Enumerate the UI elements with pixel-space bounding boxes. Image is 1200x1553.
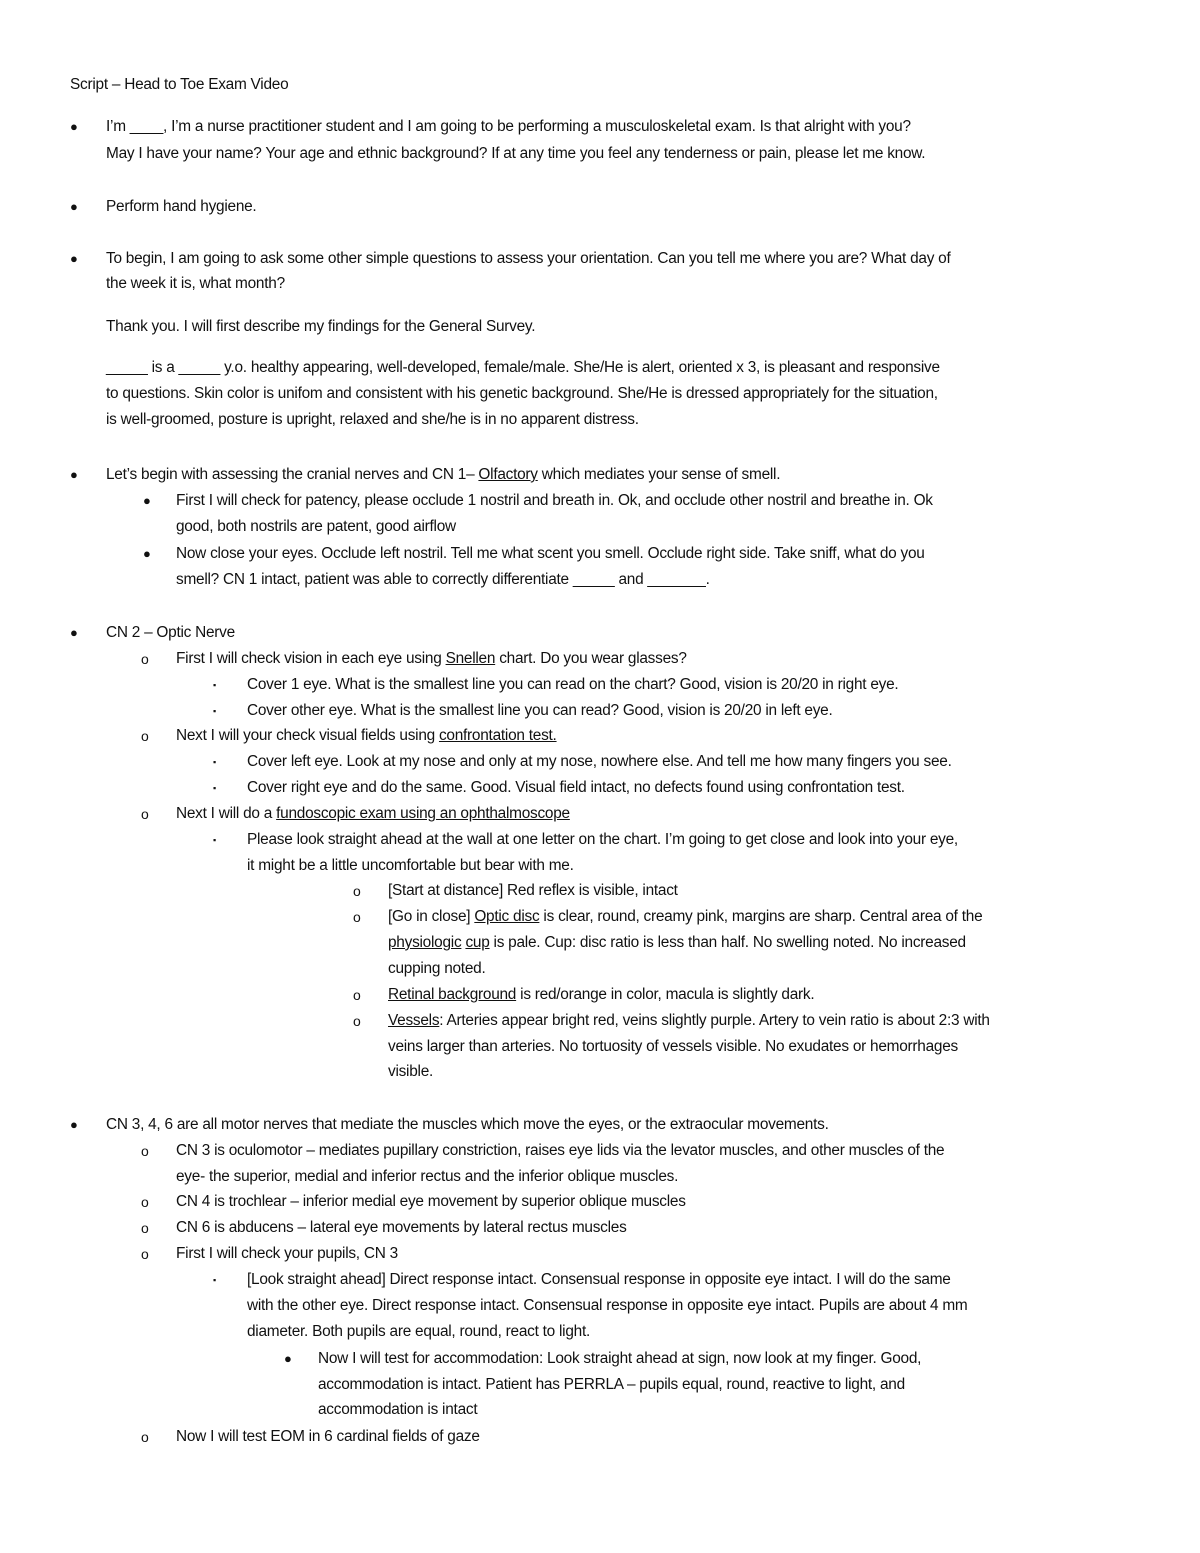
accommodation-1: Now I will test for accommodation: Look straight ahead at sign, now look at my finger. Good, [318, 1350, 922, 1367]
pupil-response-3: diameter. Both pupils are equal, round, react to light. [247, 1323, 591, 1340]
physiologic-term: physiologic [388, 934, 462, 951]
bullet-marker: ● [143, 546, 151, 561]
cn1-smell-line-2: smell? CN 1 intact, patient was able to correctly differentiate _____ and _______. [176, 571, 710, 588]
fundoscopic-term: fundoscopic exam using an ophthalmoscope [276, 805, 570, 822]
square-marker: ▪ [213, 757, 216, 767]
hand-hygiene-line: Perform hand hygiene. [106, 198, 257, 215]
circle-marker: o [141, 1143, 149, 1159]
bullet-marker: ● [70, 625, 78, 640]
fundoscopic-instruction-1: Please look straight ahead at the wall at one letter on the chart. I’m going to get close and look into your eye, [247, 831, 958, 848]
cn3-oculomotor-2: eye- the superior, medial and inferior rectus and the inferior oblique muscles. [176, 1168, 679, 1185]
cn2-vision-right: Cover 1 eye. What is the smallest line you can read on the chart? Good, vision is 20/20 in right eye. [247, 676, 899, 693]
cn2-visual-fields-line: Next I will your check visual fields using confrontation test. [176, 727, 557, 744]
finding-optic-disc-2: physiologic cup is pale. Cup: disc ratio is less than half. No swelling noted. No increased [388, 934, 966, 951]
finding-optic-disc-3: cupping noted. [388, 960, 486, 977]
vessels-term: Vessels [388, 1012, 440, 1029]
cn2-vision-left: Cover other eye. What is the smallest line you can read? Good, vision is 20/20 in left eye. [247, 702, 833, 719]
document-title: Script – Head to Toe Exam Video [70, 76, 289, 93]
general-survey-line-3: is well-groomed, posture is upright, relaxed and she/he is in no apparent distress. [106, 411, 639, 428]
circle-marker: o [141, 806, 149, 822]
finding-vessels-2: veins larger than arteries. No tortuosity of vessels visible. No exudates or hemorrhages [388, 1038, 958, 1055]
finding-vessels-3: visible. [388, 1063, 434, 1080]
circle-marker: o [141, 728, 149, 744]
olfactory-term: Olfactory [478, 466, 538, 483]
bullet-marker: ● [143, 493, 151, 508]
cn3-pupils-line: First I will check your pupils, CN 3 [176, 1245, 398, 1262]
general-survey-line-2: to questions. Skin color is unifom and consistent with his genetic background. She/He is dressed appropriately for the situation, [106, 385, 938, 402]
cn3-oculomotor-1: CN 3 is oculomotor – mediates pupillary constriction, raises eye lids via the levator muscles, and other muscles of the [176, 1142, 945, 1159]
general-survey-intro: Thank you. I will first describe my findings for the General Survey. [106, 318, 536, 335]
orientation-line-2: the week it is, what month? [106, 275, 285, 292]
circle-marker: o [141, 1246, 149, 1262]
cn1-patency-line-1: First I will check for patency, please occlude 1 nostril and breath in. Ok, and occlude other nostril and breathe in. Ok [176, 492, 933, 509]
pupil-response-1: [Look straight ahead] Direct response intact. Consensual response in opposite eye intact. I will do the same [247, 1271, 951, 1288]
accommodation-2: accommodation is intact. Patient has PERRLA – pupils equal, round, reactive to light, and [318, 1376, 905, 1393]
retinal-background-term: Retinal background [388, 986, 517, 1003]
finding-retinal-background: Retinal background is red/orange in color, macula is slightly dark. [388, 986, 815, 1003]
bullet-marker: ● [284, 1351, 292, 1366]
square-marker: ▪ [213, 706, 216, 716]
cn2-vision-line: First I will check vision in each eye using Snellen chart. Do you wear glasses? [176, 650, 687, 667]
intro-line-1: I’m ____, I’m a nurse practitioner student and I am going to be performing a musculoskeletal exam. Is that alright with you? [106, 118, 911, 135]
circle-marker: o [353, 883, 361, 899]
circle-marker: o [141, 1220, 149, 1236]
bullet-marker: ● [70, 199, 78, 214]
square-marker: ▪ [213, 680, 216, 690]
pupil-response-2: with the other eye. Direct response intact. Consensual response in opposite eye intact. Pupils are about 4 mm [247, 1297, 968, 1314]
cn346-heading: CN 3, 4, 6 are all motor nerves that mediate the muscles which move the eyes, or the extraocular movements. [106, 1116, 829, 1133]
general-survey-line-1: _____ is a _____ y.o. healthy appearing, well-developed, female/male. She/He is alert, oriented x 3, is pleasant and responsive [106, 359, 940, 376]
cn2-fields-left: Cover left eye. Look at my nose and only at my nose, nowhere else. And tell me how many fingers you see. [247, 753, 952, 770]
cn1-heading: Let’s begin with assessing the cranial nerves and CN 1– Olfactory which mediates your sense of smell. [106, 466, 781, 483]
fundoscopic-instruction-2: it might be a little uncomfortable but bear with me. [247, 857, 574, 874]
square-marker: ▪ [213, 835, 216, 845]
cn2-heading: CN 2 – Optic Nerve [106, 624, 235, 641]
circle-marker: o [353, 1013, 361, 1029]
intro-line-2: May I have your name? Your age and ethnic background? If at any time you feel any tenderness or pain, please let me know. [106, 145, 926, 162]
finding-optic-disc-1: [Go in close] Optic disc is clear, round, creamy pink, margins are sharp. Central area of the [388, 908, 983, 925]
bullet-marker: ● [70, 251, 78, 266]
finding-red-reflex: [Start at distance] Red reflex is visible, intact [388, 882, 678, 899]
bullet-marker: ● [70, 467, 78, 482]
cup-term: cup [465, 934, 490, 951]
square-marker: ▪ [213, 783, 216, 793]
orientation-line-1: To begin, I am going to ask some other simple questions to assess your orientation. Can you tell me where you are? What day of [106, 250, 951, 267]
circle-marker: o [141, 651, 149, 667]
snellen-term: Snellen [445, 650, 496, 667]
cn2-fields-right: Cover right eye and do the same. Good. Visual field intact, no defects found using confrontation test. [247, 779, 905, 796]
cn6-abducens: CN 6 is abducens – lateral eye movements by lateral rectus muscles [176, 1219, 627, 1236]
square-marker: ▪ [213, 1275, 216, 1285]
circle-marker: o [141, 1194, 149, 1210]
bullet-marker: ● [70, 1117, 78, 1132]
confrontation-term: confrontation test. [438, 727, 557, 744]
finding-vessels-1: Vessels: Arteries appear bright red, veins slightly purple. Artery to vein ratio is about 2:3 with [388, 1012, 990, 1029]
cn1-patency-line-2: good, both nostrils are patent, good airflow [176, 518, 456, 535]
cn2-fundoscopic-line: Next I will do a fundoscopic exam using an ophthalmoscope [176, 805, 570, 822]
circle-marker: o [353, 987, 361, 1003]
accommodation-3: accommodation is intact [318, 1401, 478, 1418]
optic-disc-term: Optic disc [474, 908, 540, 925]
circle-marker: o [353, 909, 361, 925]
cn4-trochlear: CN 4 is trochlear – inferior medial eye movement by superior oblique muscles [176, 1193, 686, 1210]
cn1-smell-line-1: Now close your eyes. Occlude left nostril. Tell me what scent you smell. Occlude right side. Take sniff, what do you [176, 545, 925, 562]
circle-marker: o [141, 1429, 149, 1445]
eom-line: Now I will test EOM in 6 cardinal fields of gaze [176, 1428, 480, 1445]
bullet-marker: ● [70, 119, 78, 134]
